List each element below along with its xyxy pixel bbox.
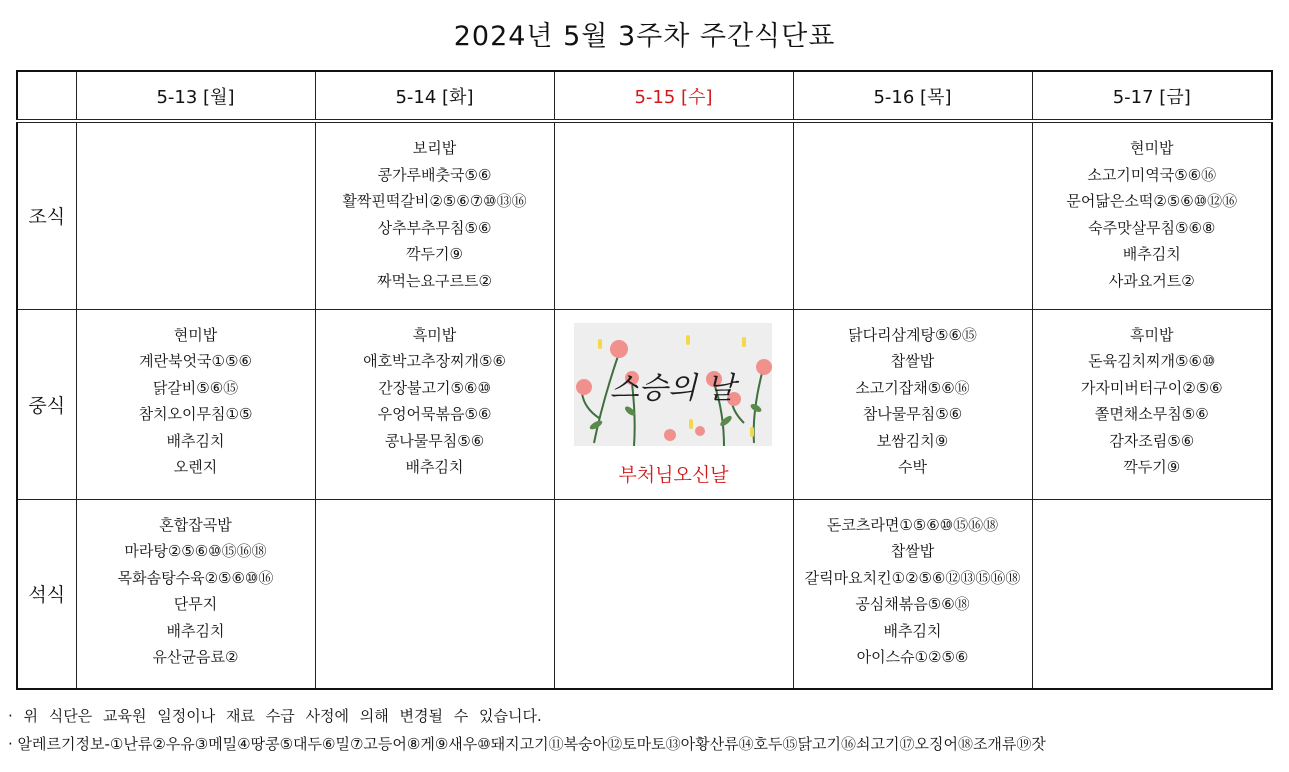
menu-item: 갈릭마요치킨①②⑤⑥⑫⑬⑮⑯⑱ (804, 568, 1021, 587)
menu-item: 돈육김치찌개⑤⑥⑩ (1088, 352, 1216, 370)
meal-label: 중식 (17, 309, 76, 499)
meal-row-dinner (17, 499, 1272, 689)
menu-item: 간장불고기⑤⑥⑩ (378, 378, 491, 397)
menu-item: 소고기잡채⑤⑥⑯ (855, 378, 970, 397)
menu-item: 보리밥 (412, 139, 457, 157)
menu-item: 찹쌀밥 (890, 542, 935, 560)
menu-cell (793, 309, 1032, 499)
day-header: 5-14 [화] (315, 71, 554, 121)
corner-cell (17, 71, 76, 121)
menu-item: 짜먹는요구르트② (377, 271, 492, 290)
menu-item: 배추김치 (883, 621, 942, 640)
menu-cell (1032, 309, 1272, 499)
menu-item: 찹쌀밥 (890, 352, 935, 370)
menu-item: 유산균음료② (152, 648, 239, 666)
menu-cell (793, 499, 1032, 689)
menu-item: 참치오이무침①⑤ (138, 405, 253, 423)
menu-cell (793, 121, 1032, 309)
menu-item: 참나물무침⑤⑥ (862, 405, 963, 423)
menu-item: 깍두기⑨ (406, 245, 463, 263)
menu-item: 감자조림⑤⑥ (1109, 431, 1195, 450)
menu-cell (315, 121, 554, 309)
menu-cell (554, 499, 793, 689)
menu-item: 애호박고추장찌개⑤⑥ (363, 352, 506, 370)
menu-item: 배추김치 (166, 431, 225, 450)
menu-item: 흑미밥 (1130, 325, 1174, 344)
menu-item: 마라탕②⑤⑥⑩⑮⑯⑱ (124, 542, 267, 560)
holiday-label: 부처님오신날 (618, 463, 729, 486)
meal-row-breakfast (17, 121, 1272, 309)
weekly-menu-table (16, 70, 1273, 690)
menu-item: 흑미밥 (412, 325, 457, 344)
day-header-holiday: 5-15 [수] (554, 71, 793, 121)
menu-item: 쫄면채소무침⑤⑥ (1094, 405, 1209, 423)
menu-item: 보쌈김치⑨ (876, 431, 949, 450)
menu-item: 사과요거트② (1108, 271, 1195, 290)
menu-item: 문어닮은소떡②⑤⑥⑩⑫⑯ (1066, 192, 1238, 210)
menu-item: 현미밥 (173, 325, 218, 344)
holiday-cell (554, 309, 793, 499)
footnotes (8, 702, 1046, 758)
menu-item: 가자미버터구이②⑤⑥ (1080, 378, 1223, 397)
menu-item: 공심채볶음⑤⑥⑱ (855, 595, 970, 613)
teachers-day-banner (574, 323, 772, 446)
meal-row-lunch (17, 309, 1272, 499)
page-title: 2024년 5월 3주차 주간식단표 (453, 21, 836, 52)
menu-item: 닭다리삼계탕⑤⑥⑮ (848, 325, 977, 344)
menu-item: 닭갈비⑤⑥⑮ (152, 378, 239, 397)
menu-cell (1032, 499, 1272, 689)
menu-item: 수박 (898, 458, 927, 476)
header-row (17, 71, 1272, 121)
menu-cell (315, 309, 554, 499)
menu-cell (554, 121, 793, 309)
banner-title: 스승의 날 (609, 370, 736, 406)
menu-item: 배추김치 (1122, 245, 1181, 263)
note-allergy-info: · 알레르기정보-①난류②우유③메밀④땅콩⑤대두⑥밀⑦고등어⑧게⑨새우⑩돼지고기⑪복숭아⑫토마토⑬아황산류⑭호두⑮닭고기⑯쇠고기⑰오징어⑱조개류⑲잣 (8, 735, 1046, 753)
menu-cell (1032, 121, 1272, 309)
day-header: 5-13 [월] (76, 71, 315, 121)
menu-item: 아이스슈①②⑤⑥ (856, 648, 969, 666)
menu-item: 배추김치 (166, 621, 225, 640)
menu-item: 단무지 (173, 595, 218, 613)
meal-label: 조식 (17, 121, 76, 309)
meal-label: 석식 (17, 499, 76, 689)
menu-item: 소고기미역국⑤⑥⑯ (1087, 165, 1217, 184)
day-header: 5-16 [목] (793, 71, 1032, 121)
menu-item: 혼합잡곡밥 (159, 515, 232, 534)
menu-item: 콩가루배춧국⑤⑥ (377, 165, 492, 184)
menu-item: 계란북엇국①⑤⑥ (139, 352, 252, 370)
menu-item: 깍두기⑨ (1123, 458, 1181, 476)
menu-item: 돈코츠라면①⑤⑥⑩⑮⑯⑱ (826, 515, 999, 534)
menu-item: 숙주맛살무침⑤⑥⑧ (1088, 218, 1216, 237)
menu-item: 상추부추무침⑤⑥ (377, 218, 492, 237)
note-schedule-change: · 위 식단은 교육원 일정이나 재료 수급 사정에 의해 변경될 수 있습니다. (8, 707, 542, 725)
menu-item: 활짝핀떡갈비②⑤⑥⑦⑩⑬⑯ (342, 192, 527, 210)
menu-item: 현미밥 (1130, 139, 1174, 157)
menu-cell (76, 121, 315, 309)
menu-cell (76, 309, 315, 499)
menu-item: 콩나물무침⑤⑥ (384, 431, 485, 450)
day-header: 5-17 [금] (1032, 71, 1272, 121)
menu-item: 오렌지 (173, 458, 218, 476)
menu-cell (76, 499, 315, 689)
menu-item: 우엉어묵볶음⑤⑥ (377, 405, 492, 423)
menu-item: 목화솜탕수육②⑤⑥⑩⑯ (117, 568, 274, 587)
menu-item: 배추김치 (405, 458, 464, 476)
menu-cell (315, 499, 554, 689)
